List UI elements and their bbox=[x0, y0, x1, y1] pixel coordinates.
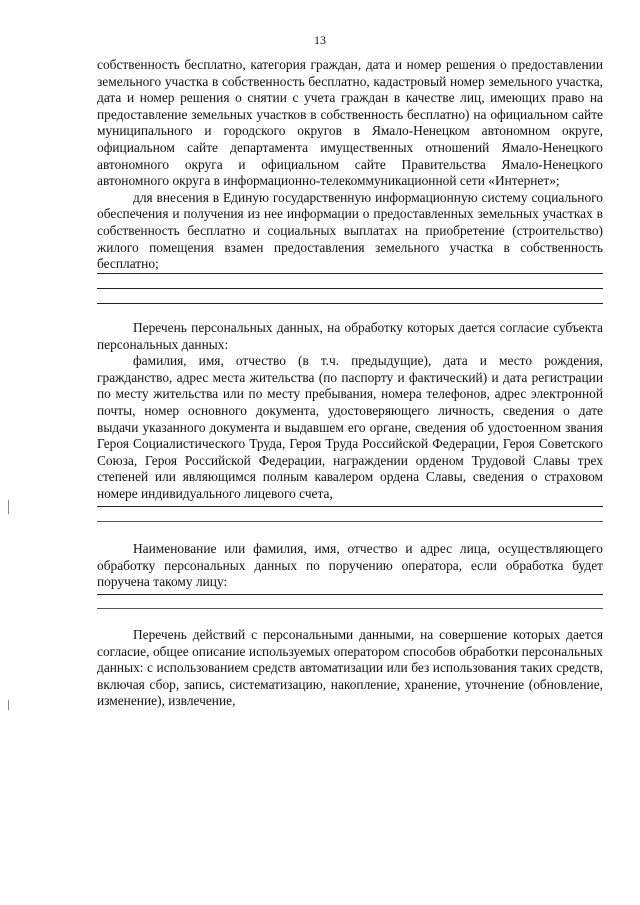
paragraph-egisso: для внесения в Единую государственную информационную систему социального обеспечения и получения из нее информации о предоставленных земельных участках в собственность бесплатно и социальных выплатах на приобретение (строительство) жилого помещения взамен предоставления земельного участка в собственность бесплатно; bbox=[97, 189, 603, 272]
scan-margin-mark bbox=[8, 700, 9, 710]
section-consent-purposes bbox=[97, 57, 603, 273]
section-personal-data-list bbox=[97, 320, 603, 503]
fill-in-line[interactable] bbox=[97, 521, 603, 522]
section-processor-name bbox=[97, 541, 603, 591]
page-number: 13 bbox=[314, 33, 326, 47]
processor-heading: Наименование или фамилия, имя, отчество и адрес лица, осуществляющего обработку персональных данных по поручению оператора, если обработка будет поручена такому лицу: bbox=[97, 541, 603, 590]
fill-in-line[interactable] bbox=[97, 288, 603, 289]
fill-in-line[interactable] bbox=[97, 273, 603, 274]
fill-in-line[interactable] bbox=[97, 594, 603, 595]
scan-margin-mark bbox=[8, 500, 9, 514]
paragraph-publication: собственность бесплатно, категория граждан, дата и номер решения о предоставлении земельного участка в собственность бесплатно, кадастровый номер земельного участка, дата и номер решения о снятии с учета граждан в качестве лиц, имеющих право на предоставление земельных участков в собственность бесплатно) на официальном сайте муниципального и городского округов в Ямало-Ненецком автономном округе, официальном сайте департамента имущественных отношений Ямало-Ненецкого автономного округа и официальном сайте Правительства Ямало-Ненецкого автономного округа в информационно-телекоммуникационной сети «Интернет»; bbox=[97, 57, 603, 189]
fill-in-line[interactable] bbox=[97, 303, 603, 304]
fill-in-line[interactable] bbox=[97, 608, 603, 609]
section-processing-actions bbox=[97, 627, 603, 710]
personal-data-body: фамилия, имя, отчество (в т.ч. предыдущие), дата и место рождения, гражданство, адрес места жительства (по паспорту и фактический) и дата регистрации по месту жительства или по месту пребывания, номера телефонов, адрес электронной почты, номер основного документа, удостоверяющего личность, сведения о дате выдачи указанного документа и выдавшем его органе, сведения об удостоенном звания Героя Социалистического Труда, Героя Труда Российской Федерации, Героя Советского Союза, Героя Российской Федерации, награждении орденом Трудовой Славы трех степеней или являющимся полным кавалером ордена Славы, сведения о страховом номере индивидуального лицевого счета, bbox=[97, 353, 603, 501]
processing-actions-text: Перечень действий с персональными данными, на совершение которых дается согласие, общее описание используемых оператором способов обработки персональных данных: с использованием средств автоматизации или без использования таких средств, включая сбор, запись, систематизацию, накопление, хранение, уточнение (обновление, изменение), извлечение, bbox=[97, 627, 603, 709]
fill-in-line[interactable] bbox=[97, 506, 603, 507]
personal-data-heading: Перечень персональных данных, на обработку которых дается согласие субъекта персональных данных: bbox=[97, 320, 603, 352]
